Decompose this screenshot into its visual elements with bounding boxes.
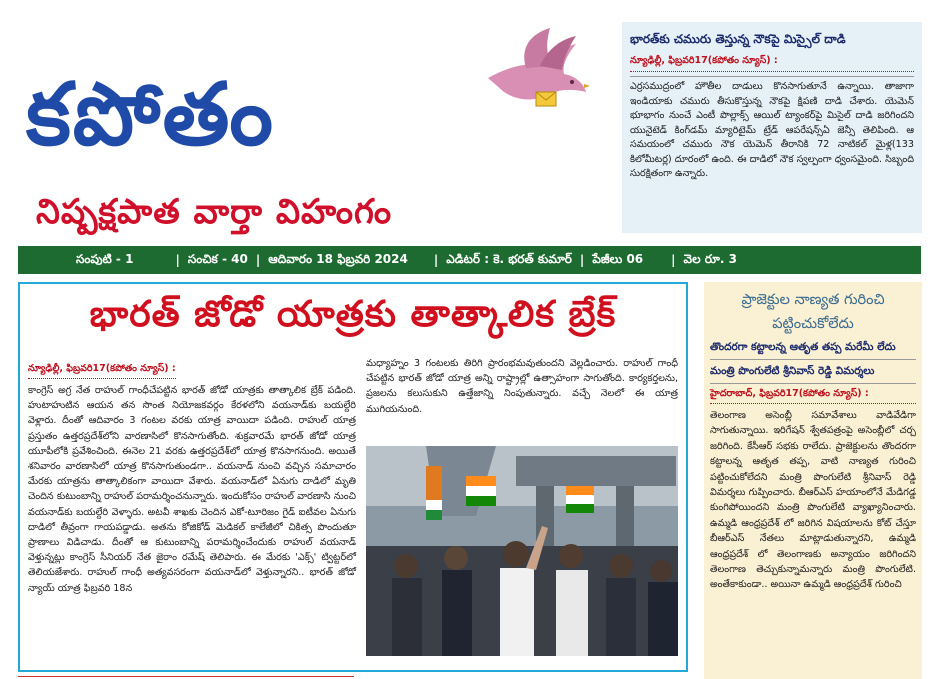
brand-tagline: నిష్పక్షపాత వార్తా విహంగం <box>36 192 393 232</box>
main-story <box>18 282 688 672</box>
right-story-subhead-2: మంత్రి పొంగులేటి శ్రీనివాస్ రెడ్డి విమర్శలు <box>710 364 916 384</box>
main-headline: భారత్ జోడో యాత్రకు తాత్కాలిక బ్రేక్ <box>89 294 617 335</box>
issue-info-bar <box>18 246 921 274</box>
masthead <box>18 20 608 238</box>
right-story-subhead-1: తొందరగా కట్టాలన్న ఆతృత తప్ప మరేమీ లేదు <box>710 340 916 360</box>
right-story <box>704 282 922 679</box>
top-story-dateline: న్యూఢిల్లీ, ఫిబ్రవరి17(కపోతం న్యూస్) : <box>630 55 914 72</box>
right-story-title: ప్రాజెక్టుల నాణ్యత గురించి పట్టించుకోలేదు <box>741 292 885 332</box>
separator: | <box>579 253 585 267</box>
main-story-text-1: కాంగ్రెస్ అగ్ర నేత రాహుల్ గాంధీచేపట్టిన భారత్ జోడో యాత్రకు తాత్కాలిక బ్రేక్ పడింది. హుటాహుటిన ఆయన తన సొంత నియోజకవర్గం కేరళలోని వయనాడ్‌కు బయల్దేరి వెళ్లారు. దీంతో ఆదివారం 3 గంటల వరకు యాత్ర వాయిదా పడింది. రాహుల్ యాత్ర ప్రస్తుతం ఉత్తరప్రదేశ్‌లోని వారణాసిలో కొనసాగుతోంది. శుక్రవారమే భారత్ జోడో యాత్ర యూపీలోకి ప్రవేశించింది. ఈనెల 21 వరకు ఉత్తరప్రదేశ్‌లో యాత్ర కొనసాగనుంది. అయితే శనివారం వారణాసిలో యాత్ర కొనసాగుతుండగా.. వయనాడ్ నుంచి వచ్చిన సమాచారం మేరకు యాత్రను తాత్కాలికంగా వాయిదా వేశారు. వయనాడ్‌లో ఏనుగు దాడిలో మృతి చెందిన కుటుంబాన్ని రాహుల్ పరామర్శించనున్నారు. ఇందుకోసం రాహుల్ వారణాసి నుంచి వయనాడ్‌కు బయల్దేరి వెళ్ళారు. అటవీ శాఖకు చెందిన ఎకో-టూరిజం గైడ్ ఐటీవల ఏనుగు దాడిలో తీవ్రంగా గాయపడ్డాడు. అతను కోజికోడ్ మెడికల్ కాలేజీలో చికిత్స పొందుతూ ప్రాణాలు విడిచాడు. దీంతో ఆ కుటుంబాన్ని పరామర్శించేందుకు రాహుల్ వయనాడ్ వెళ్తున్నట్లు కాంగ్రెస్ సీనియర్ నేత జైరాం రమేష్ తెలిపారు. ఈ మేరకు 'ఎక్స్' ట్విట్టర్‌లో తెలియజేశారు. రాహుల్ గాంధీ అత్యవసరంగా వయనాడ్‌లో వెళ్తున్నారని.. భారత్ జోడో న్యాయ్ యాత్ర ఫిబ్రవరి 18న <box>28 385 356 594</box>
volume-label: సంపుటి - 1 <box>76 251 134 266</box>
separator: | <box>175 253 180 267</box>
top-story-box <box>622 22 922 233</box>
separator: | <box>433 253 439 267</box>
pages-label: పేజీలు 06 <box>592 251 644 266</box>
right-story-body: తెలంగాణ అసెంబ్లీ సమావేశాలు వాడివేడిగా సాగుతున్నాయి. ఇరిగేషన్ శ్వేతపత్రంపై అసెంబ్లీలో చర్చ జరిగింది. కేసీఆర్ సభకు రాలేదు. ప్రాజెక్టులను తొందరగా కట్టాలన్న ఆతృత తప్ప, వాటి నాణ్యత గురించి పట్టించుకోలేదని మంత్రి పొంగులేటి శ్రీనివాస్ రెడ్డి విమర్శలు గుప్పించారు. బీఆర్ఎస్ హయాంలోనే మేడిగడ్డ కుంగిపోయిందని మంత్రి పొంగులేటి వ్యాఖ్యానించారు. ఉమ్మడి ఆంధ్రప్రదేశ్ లో జరిగిన విషయాలను కోట్ చేస్తూ బీఆర్ఎస్ నేతలు మాట్లాడుతున్నారని, ఉమ్మడి ఆంధ్రప్రదేశ్ లో తెలంగాణకు అన్యాయం జరిగిందని తెలంగాణ తెచ్చుకున్నామన్నారు మంత్రి పొంగులేటి. అంతేకాకుండా.. అయినా ఉమ్మడి ఆంధ్రప్రదేశ్ గురించి <box>710 410 916 591</box>
rally-photo <box>366 446 678 656</box>
price-label: వెల రూ. 3 <box>683 251 737 266</box>
brand-name: కపోతం <box>26 65 275 165</box>
top-story-body: ఎర్రసముద్రంలో హౌతీల దాడులు కొనసాగుతూనే ఉన్నాయి. తాజాగా ఇండియాకు చమురు తీసుకొస్తున్న నౌకపై క్షిపణి దాడి చేశారు. యెమెన్ భూభాగం నుంచే ఎంటీ పొల్లాక్స్ ఆయిల్ ట్యాంకర్‌పై మిసైల్ దాడి జరిగిందని యునైటెడ్ కింగ్‌డమ్ మ్యారిటైమ్ ట్రేడ్ ఆపరేషన్స్‌ఏ జెన్సీ తెలిపింది. ఆ సమయంలో చమురు నౌక యెమెన్ తీరానికి 72 నాటికల్ మైళ్ల(133 కిలోమీటర్ల) దూరంలో ఉంది. ఈ దాడిలో నౌక స్వల్పంగా ధ్వంసమైంది. సిబ్బంది సురక్షితంగా ఉన్నారు. <box>630 76 914 182</box>
top-story-title: భారత్‌కు చమురు తెస్తున్న నౌకపై మిస్సైల్ దాడి <box>630 32 846 46</box>
separator: | <box>671 253 676 267</box>
main-story-text-2: మధ్యాహ్నం 3 గంటలకు తిరిగి ప్రారంభమవుతుందని వెల్లడించారు. రాహుల్ గాంధీ చేపట్టిన భారత్ జోడో యాత్ర అన్ని రాష్ట్రాల్లో ఉత్సాహంగా సాగుతోంది. కార్యకర్తలను, ప్రజలను కలుసుకుని ఉత్తేజాన్ని నింపుతున్నారు. వచ్చే నెలలో ఈ యాత్ర ముగియనుంది. <box>366 358 678 415</box>
main-story-columns <box>28 356 678 656</box>
main-story-dateline: న్యూఢిల్లీ, ఫిబ్రవరి17(కపోతం న్యూస్) : <box>28 363 176 379</box>
rally-photo-illustration <box>366 446 678 656</box>
main-story-column-1 <box>28 356 356 596</box>
editor-label: ఎడిటర్ : కె. భరత్ కుమార్ <box>446 251 572 266</box>
separator: | <box>255 253 261 267</box>
date-label: ఆదివారం 18 ఫిబ్రవరి 2024 <box>268 251 408 266</box>
right-story-dateline: హైదరాబాద్, ఫిబ్రవరి17(కపోతం న్యూస్) : <box>710 388 916 404</box>
main-story-column-2 <box>366 356 678 417</box>
dove-with-letter-icon <box>480 26 590 118</box>
issue-label: సంచిక - 40 <box>187 251 248 266</box>
